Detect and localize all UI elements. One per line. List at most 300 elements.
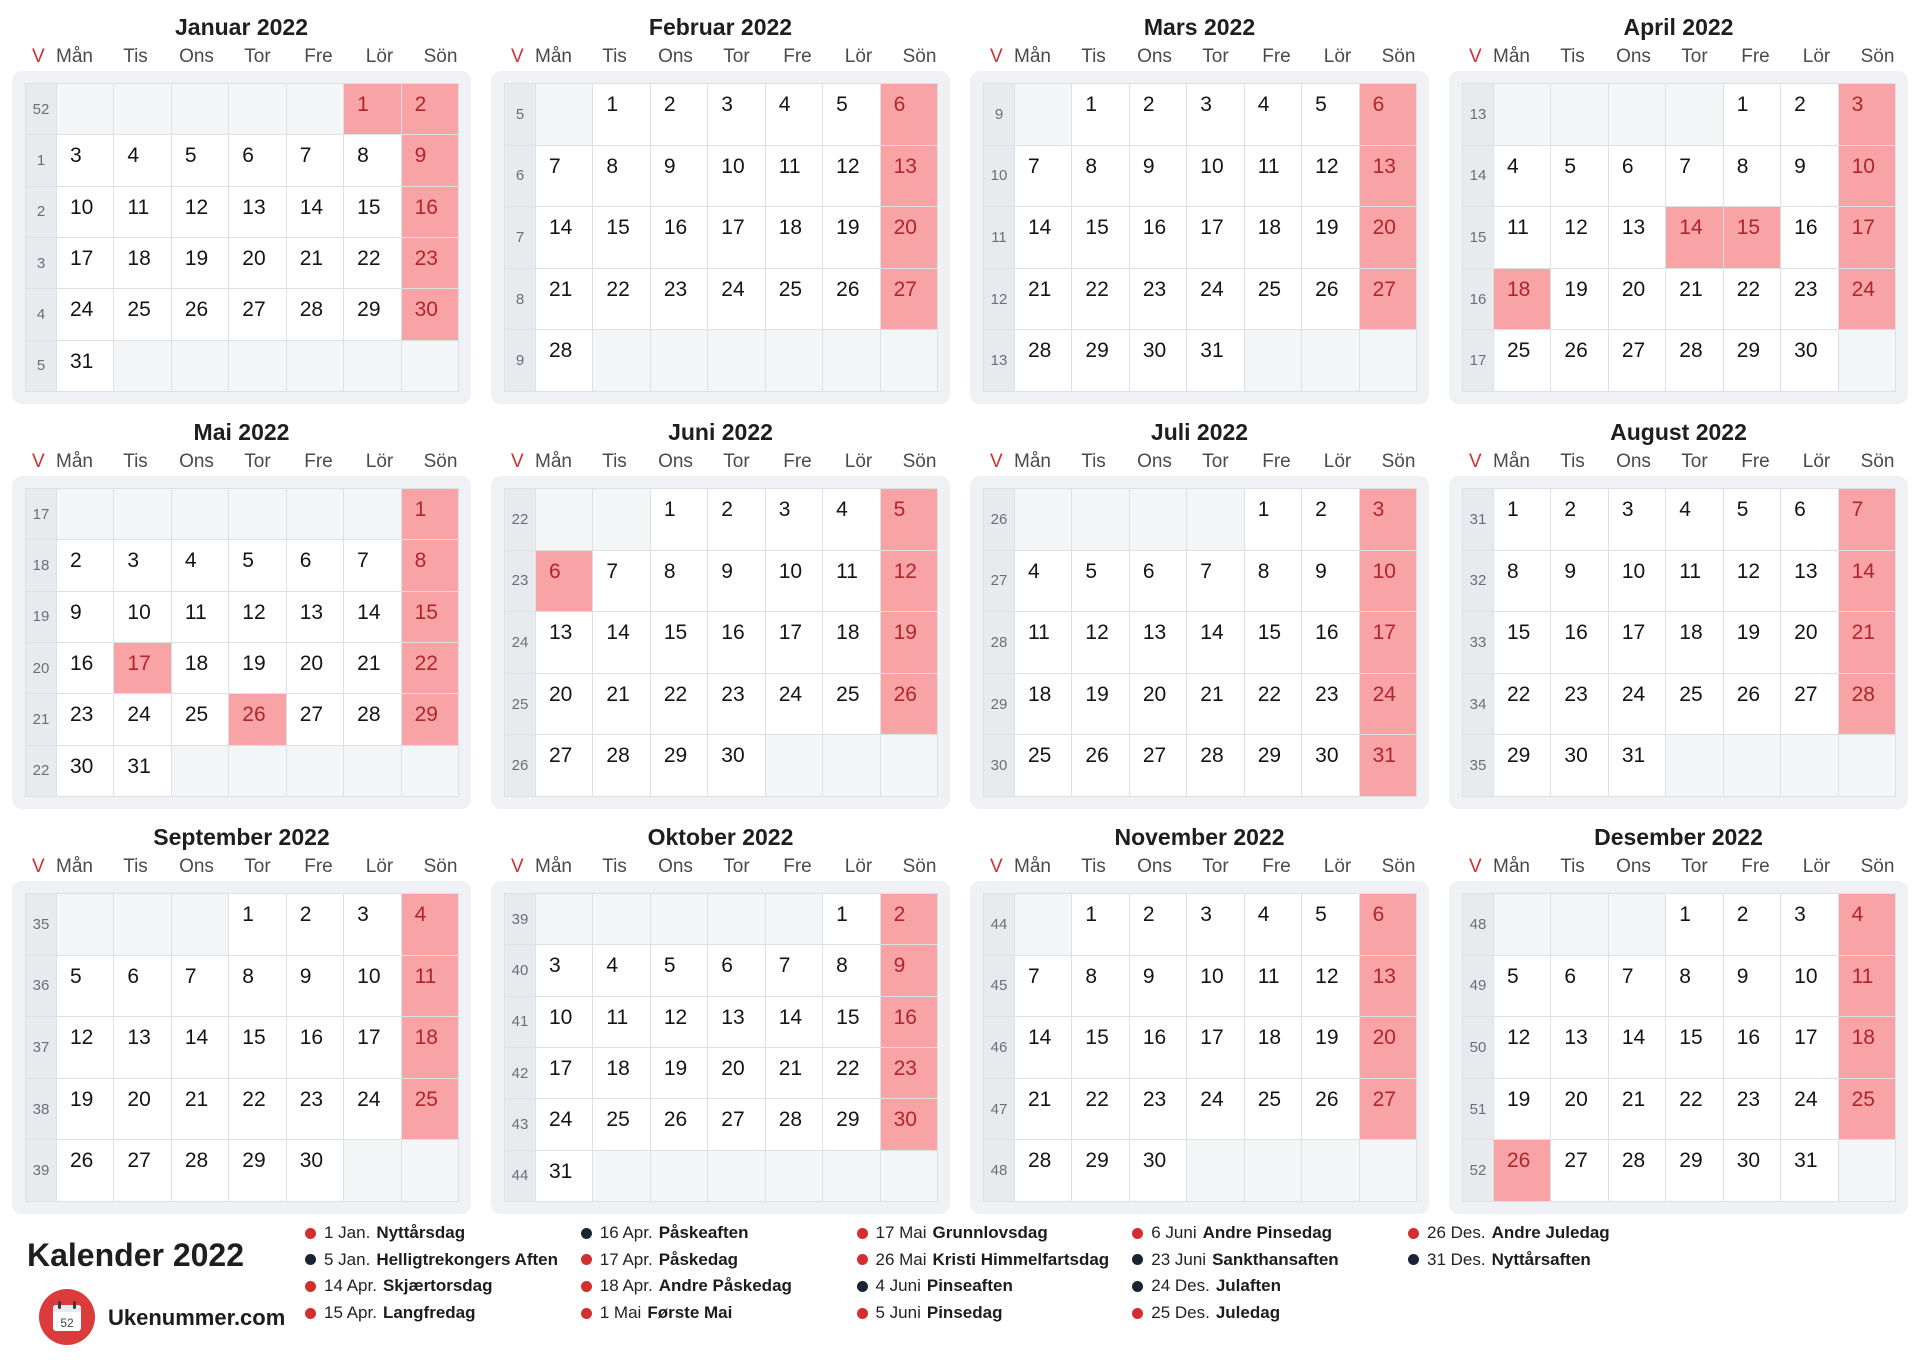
day-cell: 19: [57, 1079, 113, 1140]
empty-day-cell: [651, 894, 707, 944]
day-cell: 28: [172, 1140, 228, 1201]
week-number: 11: [984, 207, 1014, 268]
empty-day-cell: [229, 84, 285, 134]
day-cell: 2: [708, 489, 764, 550]
weekday-label: Sön: [1860, 451, 1895, 472]
red-day-cell: 10: [1839, 146, 1895, 207]
month-title: Juni 2022: [668, 419, 773, 445]
red-day-cell: 24: [1360, 674, 1416, 735]
empty-day-cell: [287, 341, 343, 391]
day-cell: 16: [287, 1017, 343, 1078]
holiday-legend-item: [1408, 1248, 1591, 1272]
weekday-label: Fre: [1741, 451, 1770, 472]
day-cell: 17: [708, 207, 764, 268]
day-cell: 10: [1187, 146, 1243, 207]
day-cell: 15: [1666, 1017, 1722, 1078]
day-cell: 11: [1245, 956, 1301, 1017]
week-number: 24: [505, 612, 535, 673]
day-cell: 9: [287, 956, 343, 1017]
legend-dot-icon: [1132, 1254, 1143, 1265]
empty-day-cell: [651, 1151, 707, 1201]
day-cell: 23: [1302, 674, 1358, 735]
empty-day-cell: [287, 84, 343, 134]
day-cell: 15: [1072, 207, 1128, 268]
week-number: 44: [505, 1151, 535, 1201]
day-cell: 16: [57, 643, 113, 693]
holiday-name: Helligtrekongers Aften: [376, 1249, 558, 1269]
day-cell: 27: [1609, 330, 1665, 391]
empty-day-cell: [881, 330, 937, 391]
red-day-cell: 20: [1360, 207, 1416, 268]
day-cell: 12: [823, 146, 879, 207]
weekday-label: Tor: [723, 856, 750, 877]
week-column-label: V: [990, 46, 1003, 67]
empty-day-cell: [593, 330, 649, 391]
weekday-label: Lör: [1802, 46, 1831, 67]
weekday-names: [523, 854, 950, 880]
weekday-names: [1481, 854, 1908, 880]
holiday-name: Pinsedag: [926, 1303, 1003, 1323]
weekday-label: Fre: [1741, 856, 1770, 877]
week-column-label: V: [511, 856, 524, 877]
day-cell: 30: [1130, 1140, 1186, 1201]
empty-day-cell: [766, 1151, 822, 1201]
red-day-cell: 5: [881, 489, 937, 550]
red-day-cell: 14: [1666, 207, 1722, 268]
weekday-header: [1449, 854, 1908, 880]
weekday-label: Mån: [56, 46, 93, 67]
red-day-cell: 6: [536, 551, 592, 612]
day-cell: 3: [708, 84, 764, 145]
week-number: 13: [984, 330, 1014, 391]
weekday-label: Tis: [123, 856, 148, 877]
month-card: [970, 71, 1429, 404]
day-cell: 4: [1245, 894, 1301, 955]
week-column-label: V: [32, 856, 45, 877]
holiday-legend-item: [1132, 1301, 1280, 1325]
empty-day-cell: [1245, 1140, 1301, 1201]
legend-dot-icon: [1408, 1254, 1419, 1265]
weekday-label: Fre: [1741, 46, 1770, 67]
day-cell: 27: [1551, 1140, 1607, 1201]
day-cell: 12: [1302, 146, 1358, 207]
day-cell: 9: [651, 146, 707, 207]
red-day-cell: 30: [881, 1099, 937, 1149]
empty-day-cell: [651, 330, 707, 391]
day-cell: 31: [536, 1151, 592, 1201]
day-cell: 24: [766, 674, 822, 735]
holiday-date: 5 Juni: [875, 1303, 921, 1323]
month-day-grid: [1462, 893, 1896, 1202]
day-cell: 23: [1551, 674, 1607, 735]
weekday-label: Ons: [658, 46, 693, 67]
week-number: 50: [1463, 1017, 1493, 1078]
month-panel: [491, 0, 950, 404]
red-day-cell: 10: [1360, 551, 1416, 612]
day-cell: 14: [1015, 1017, 1071, 1078]
weekday-label: Ons: [1137, 46, 1172, 67]
day-cell: 7: [1015, 146, 1071, 207]
day-cell: 16: [708, 612, 764, 673]
empty-day-cell: [708, 894, 764, 944]
day-cell: 29: [1724, 330, 1780, 391]
week-number: 15: [1463, 207, 1493, 268]
day-cell: 8: [344, 135, 400, 185]
holiday-name: Nyttårsaften: [1491, 1249, 1591, 1269]
week-number: 52: [26, 84, 56, 134]
day-cell: 28: [766, 1099, 822, 1149]
day-cell: 29: [229, 1140, 285, 1201]
month-title: Juli 2022: [1150, 419, 1249, 445]
red-day-cell: 27: [881, 269, 937, 330]
day-cell: 2: [651, 84, 707, 145]
empty-day-cell: [57, 84, 113, 134]
weekday-label: Sön: [902, 46, 937, 67]
day-cell: 1: [1494, 489, 1550, 550]
week-column-label: V: [32, 46, 45, 67]
weekday-names: [1002, 854, 1429, 880]
month-day-grid: [983, 893, 1417, 1202]
empty-day-cell: [172, 489, 228, 539]
day-cell: 2: [287, 894, 343, 955]
day-cell: 11: [823, 551, 879, 612]
day-cell: 1: [1245, 489, 1301, 550]
day-cell: 5: [172, 135, 228, 185]
day-cell: 2: [1551, 489, 1607, 550]
day-cell: 1: [823, 894, 879, 944]
week-number: 39: [505, 894, 535, 944]
day-cell: 17: [766, 612, 822, 673]
red-day-cell: 6: [1360, 84, 1416, 145]
week-number: 35: [1463, 735, 1493, 796]
day-cell: 19: [1724, 612, 1780, 673]
holiday-name: Grunnlovsdag: [932, 1223, 1048, 1242]
day-cell: 15: [1072, 1017, 1128, 1078]
week-number: 30: [984, 735, 1014, 796]
legend-dot-icon: [1132, 1281, 1143, 1292]
empty-day-cell: [1609, 84, 1665, 145]
day-cell: 12: [172, 187, 228, 237]
weekday-label: Fre: [1262, 856, 1291, 877]
day-cell: 18: [1245, 207, 1301, 268]
day-cell: 27: [114, 1140, 170, 1201]
day-cell: 30: [1781, 330, 1837, 391]
empty-day-cell: [1724, 735, 1780, 796]
day-cell: 12: [1072, 612, 1128, 673]
month-title: Januar 2022: [175, 14, 308, 40]
holiday-legend-item: [1132, 1221, 1332, 1245]
day-cell: 23: [1130, 269, 1186, 330]
week-number: 52: [1463, 1140, 1493, 1201]
red-day-cell: 28: [1839, 674, 1895, 735]
day-cell: 23: [1724, 1079, 1780, 1140]
red-day-cell: 11: [402, 956, 458, 1017]
weekday-label: Lör: [1802, 451, 1831, 472]
day-cell: 18: [1015, 674, 1071, 735]
day-cell: 3: [1187, 894, 1243, 955]
day-cell: 6: [708, 945, 764, 995]
red-day-cell: 3: [1839, 84, 1895, 145]
week-number: 18: [26, 540, 56, 590]
day-cell: 5: [823, 84, 879, 145]
day-cell: 14: [1609, 1017, 1665, 1078]
empty-day-cell: [1839, 1140, 1895, 1201]
holiday-date: 15 Apr.: [324, 1303, 377, 1323]
red-day-cell: 4: [1839, 894, 1895, 955]
day-cell: 29: [1072, 1140, 1128, 1201]
month-card: [1449, 476, 1908, 809]
day-cell: 20: [1551, 1079, 1607, 1140]
legend-dot-icon: [581, 1281, 592, 1292]
weekday-label: Mån: [1014, 46, 1051, 67]
day-cell: 2: [1302, 489, 1358, 550]
day-cell: 30: [1302, 735, 1358, 796]
holiday-legend-item: [857, 1221, 1048, 1245]
day-cell: 24: [708, 269, 764, 330]
day-cell: 9: [1724, 956, 1780, 1017]
red-day-cell: 13: [881, 146, 937, 207]
weekday-label: Tor: [244, 46, 271, 67]
day-cell: 14: [344, 592, 400, 642]
weekday-names: [1002, 449, 1429, 475]
empty-day-cell: [593, 894, 649, 944]
day-cell: 27: [229, 289, 285, 339]
empty-day-cell: [881, 735, 937, 796]
week-number: 38: [26, 1079, 56, 1140]
weekday-label: Tis: [123, 451, 148, 472]
red-day-cell: 20: [1360, 1017, 1416, 1078]
empty-day-cell: [344, 489, 400, 539]
calendar-logo-icon: [39, 1289, 95, 1345]
day-cell: 25: [1245, 1079, 1301, 1140]
weekday-names: [44, 44, 471, 70]
weekday-label: Fre: [1262, 46, 1291, 67]
day-cell: 3: [1781, 894, 1837, 955]
day-cell: 26: [172, 289, 228, 339]
empty-day-cell: [287, 746, 343, 796]
weekday-label: Sön: [902, 451, 937, 472]
day-cell: 2: [1781, 84, 1837, 145]
empty-day-cell: [708, 1151, 764, 1201]
red-day-cell: 16: [881, 997, 937, 1047]
day-cell: 10: [536, 997, 592, 1047]
day-cell: 25: [593, 1099, 649, 1149]
week-number: 16: [1463, 269, 1493, 330]
day-cell: 10: [1781, 956, 1837, 1017]
day-cell: 10: [708, 146, 764, 207]
weekday-label: Lör: [844, 46, 873, 67]
day-cell: 12: [651, 997, 707, 1047]
day-cell: 31: [1781, 1140, 1837, 1201]
day-cell: 5: [1724, 489, 1780, 550]
holiday-date: 17 Mai: [875, 1223, 927, 1242]
red-day-cell: 26: [229, 694, 285, 744]
weekday-label: Tis: [1560, 856, 1585, 877]
weekday-label: Mån: [56, 856, 93, 877]
week-number: 17: [1463, 330, 1493, 391]
holiday-date: 18 Apr.: [599, 1276, 653, 1296]
empty-day-cell: [1666, 735, 1722, 796]
legend-dot-icon: [1132, 1308, 1143, 1319]
red-day-cell: 14: [1839, 551, 1895, 612]
empty-day-cell: [114, 341, 170, 391]
day-cell: 18: [1245, 1017, 1301, 1078]
weekday-label: Fre: [304, 46, 333, 67]
red-day-cell: 30: [402, 289, 458, 339]
week-column-label: V: [1469, 451, 1482, 472]
weekday-label: Tis: [123, 46, 148, 67]
day-cell: 17: [1609, 612, 1665, 673]
week-number: 9: [505, 330, 535, 391]
month-panel: [970, 405, 1429, 809]
day-cell: 12: [229, 592, 285, 642]
day-cell: 12: [57, 1017, 113, 1078]
week-number: 39: [26, 1140, 56, 1201]
legend-dot-icon: [305, 1281, 316, 1292]
day-cell: 7: [172, 956, 228, 1017]
day-cell: 19: [1072, 674, 1128, 735]
day-cell: 14: [287, 187, 343, 237]
week-number: 19: [26, 592, 56, 642]
day-cell: 8: [651, 551, 707, 612]
month-panel: [1449, 405, 1908, 809]
day-cell: 18: [593, 1048, 649, 1098]
month-card: [970, 476, 1429, 809]
holiday-date: 5 Jan.: [324, 1249, 371, 1269]
day-cell: 5: [651, 945, 707, 995]
weekday-label: Sön: [423, 451, 458, 472]
empty-day-cell: [593, 489, 649, 550]
holiday-name: Nyttårsdag: [376, 1223, 466, 1242]
day-cell: 3: [536, 945, 592, 995]
empty-day-cell: [1015, 489, 1071, 550]
red-day-cell: 25: [402, 1079, 458, 1140]
weekday-label: Mån: [1493, 451, 1530, 472]
weekday-label: Sön: [423, 46, 458, 67]
day-cell: 29: [1666, 1140, 1722, 1201]
weekday-label: Tis: [1560, 451, 1585, 472]
empty-day-cell: [1187, 489, 1243, 550]
legend-dot-icon: [1408, 1228, 1419, 1239]
red-day-cell: 23: [881, 1048, 937, 1098]
day-cell: 18: [114, 238, 170, 288]
holiday-legend-item: [1132, 1274, 1281, 1298]
month-day-grid: [25, 488, 459, 797]
red-day-cell: 4: [402, 894, 458, 955]
empty-day-cell: [1360, 330, 1416, 391]
day-cell: 21: [536, 269, 592, 330]
weekday-label: Mån: [1014, 856, 1051, 877]
day-cell: 4: [172, 540, 228, 590]
empty-day-cell: [172, 84, 228, 134]
holiday-name: Juledag: [1215, 1303, 1281, 1323]
weekday-label: Mån: [535, 451, 572, 472]
weekday-label: Sön: [902, 856, 937, 877]
weekday-header: [491, 449, 950, 475]
day-cell: 25: [1245, 269, 1301, 330]
red-day-cell: 25: [1839, 1079, 1895, 1140]
weekday-label: Tor: [723, 46, 750, 67]
day-cell: 22: [229, 1079, 285, 1140]
empty-day-cell: [229, 341, 285, 391]
legend-dot-icon: [581, 1228, 592, 1239]
month-title: Februar 2022: [648, 14, 793, 40]
week-number: 41: [505, 997, 535, 1047]
day-cell: 6: [114, 956, 170, 1017]
empty-day-cell: [287, 489, 343, 539]
day-cell: 21: [1015, 269, 1071, 330]
day-cell: 10: [1187, 956, 1243, 1017]
day-cell: 11: [172, 592, 228, 642]
day-cell: 13: [287, 592, 343, 642]
weekday-label: Sön: [1381, 451, 1416, 472]
day-cell: 12: [1302, 956, 1358, 1017]
day-cell: 6: [1781, 489, 1837, 550]
week-number: 2: [26, 187, 56, 237]
holiday-name: Pinseaften: [926, 1276, 1013, 1296]
red-day-cell: 13: [1360, 956, 1416, 1017]
week-number: 23: [505, 551, 535, 612]
holiday-name: Andre Juledag: [1491, 1223, 1610, 1242]
day-cell: 7: [593, 551, 649, 612]
day-cell: 13: [114, 1017, 170, 1078]
holiday-date: 1 Mai: [599, 1303, 642, 1323]
day-cell: 13: [1781, 551, 1837, 612]
day-cell: 6: [1609, 146, 1665, 207]
weekday-label: Ons: [1137, 451, 1172, 472]
week-column-label: V: [511, 451, 524, 472]
holiday-name: Andre Pinsedag: [1202, 1223, 1333, 1242]
day-cell: 7: [536, 146, 592, 207]
empty-day-cell: [172, 746, 228, 796]
day-cell: 17: [1187, 1017, 1243, 1078]
week-number: 13: [1463, 84, 1493, 145]
day-cell: 21: [1666, 269, 1722, 330]
day-cell: 15: [1245, 612, 1301, 673]
day-cell: 9: [1130, 956, 1186, 1017]
week-number: 48: [1463, 894, 1493, 955]
day-cell: 30: [57, 746, 113, 796]
holiday-legend-item: [305, 1221, 465, 1245]
weekday-label: Sön: [1381, 856, 1416, 877]
day-cell: 30: [1724, 1140, 1780, 1201]
day-cell: 20: [1130, 674, 1186, 735]
weekday-names: [1002, 44, 1429, 70]
weekday-label: Tis: [602, 46, 627, 67]
day-cell: 4: [593, 945, 649, 995]
empty-day-cell: [536, 489, 592, 550]
day-cell: 11: [114, 187, 170, 237]
day-cell: 27: [536, 735, 592, 796]
weekday-label: Fre: [1262, 451, 1291, 472]
day-cell: 14: [536, 207, 592, 268]
site-name: Ukenummer.com: [108, 1305, 286, 1330]
month-panel: [491, 405, 950, 809]
day-cell: 29: [344, 289, 400, 339]
day-cell: 24: [344, 1079, 400, 1140]
empty-day-cell: [1781, 735, 1837, 796]
month-card: [491, 881, 950, 1214]
day-cell: 15: [651, 612, 707, 673]
red-day-cell: 13: [1360, 146, 1416, 207]
month-title: Oktober 2022: [647, 824, 794, 850]
empty-day-cell: [172, 894, 228, 955]
weekday-label: Sön: [1860, 856, 1895, 877]
day-cell: 16: [651, 207, 707, 268]
month-card: [491, 71, 950, 404]
day-cell: 16: [1130, 1017, 1186, 1078]
day-cell: 21: [766, 1048, 822, 1098]
